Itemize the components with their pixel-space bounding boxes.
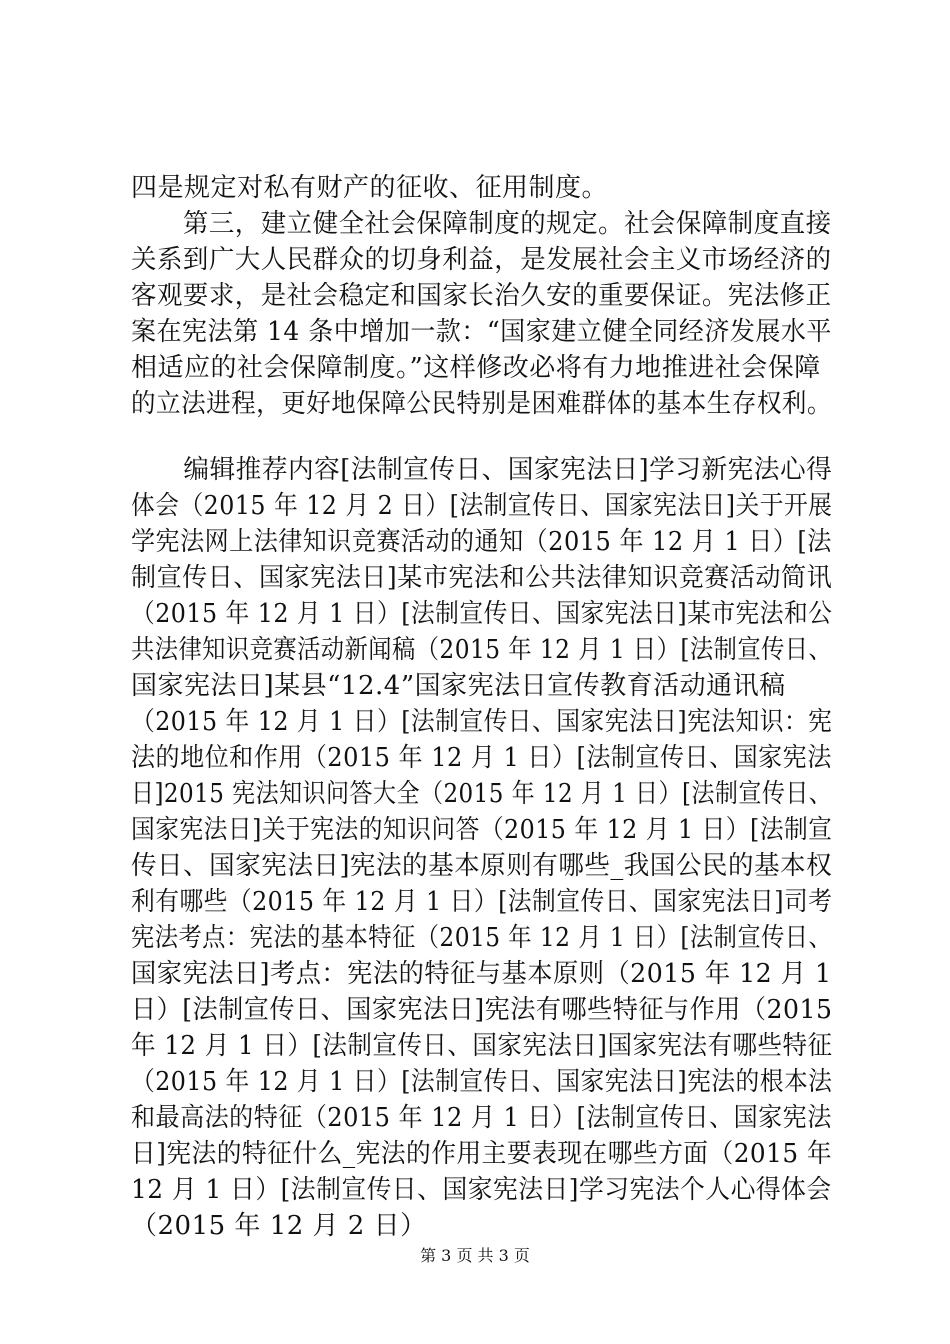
paragraph-2-line-3: 客观要求，是社会稳定和国家长治久安的重要保证。宪法修正 [131,281,832,311]
paragraph-3-line-11: 国家宪法日]关于宪法的知识问答（2015 年 12 月 1 日）[法制宣 [131,815,833,845]
paragraph-3-line-18: （2015 年 12 月 1 日）[法制宣传日、国家宪法日]宪法的根本法 [131,1067,833,1097]
paragraph-2-line-4: 案在宪法第 14 条中增加一款：“国家建立健全同经济发展水平 [131,317,832,347]
paragraph-3-line-8: （2015 年 12 月 1 日）[法制宣传日、国家宪法日]宪法知识：宪 [131,707,833,737]
paragraph-3-line-9: 法的地位和作用（2015 年 12 月 1 日）[法制宣传日、国家宪法 [131,743,832,773]
paragraph-2-line-5: 相适应的社会保障制度。”这样修改必将有力地推进社会保障 [131,353,821,383]
paragraph-3-line-4: 制宣传日、国家宪法日]某市宪法和公共法律知识竞赛活动简讯 [131,563,833,593]
paragraph-3-line-10: 日]2015 宪法知识问答大全（2015 年 12 月 1 日）[法制宣传日、 [131,779,833,809]
paragraph-3-line-15: 国家宪法日]考点：宪法的特征与基本原则（2015 年 12 月 1 [131,959,832,989]
paragraph-3-line-1: 编辑推荐内容[法制宣传日、国家宪法日]学习新宪法心得 [131,455,833,485]
paragraph-3-line-22: （2015 年 12 月 2 日） [131,1211,427,1241]
paragraph-2-line-6: 的立法进程，更好地保障公民特别是困难群体的基本生存权利。 [131,389,832,419]
paragraph-3-line-16: 日）[法制宣传日、国家宪法日]宪法有哪些特征与作用（2015 [131,995,833,1025]
page-number-footer: 第 3 页 共 3 页 [420,1246,530,1265]
paragraph-3-line-5: （2015 年 12 月 1 日）[法制宣传日、国家宪法日]某市宪法和公 [131,599,833,629]
paragraph-3-line-14: 宪法考点：宪法的基本特征（2015 年 12 月 1 日）[法制宣传日、 [131,923,833,953]
paragraph-3-line-6: 共法律知识竞赛活动新闻稿（2015 年 12 月 1 日）[法制宣传日、 [131,635,833,665]
paragraph-3-line-20: 日]宪法的特征什么_宪法的作用主要表现在哪些方面（2015 年 [131,1139,833,1169]
paragraph-3-line-19: 和最高法的特征（2015 年 12 月 1 日）[法制宣传日、国家宪法 [131,1103,832,1133]
paragraph-2-line-2: 关系到广大人民群众的切身利益，是发展社会主义市场经济的 [131,245,832,275]
paragraph-3-line-13: 利有哪些（2015 年 12 月 1 日）[法制宣传日、国家宪法日]司考 [131,887,833,917]
paragraph-3-line-7: 国家宪法日]某县“12.4”国家宪法日宣传教育活动通讯稿 [131,671,786,701]
paragraph-2-line-1: 第三，建立健全社会保障制度的规定。社会保障制度直接 [131,209,832,239]
paragraph-3-line-2: 体会（2015 年 12 月 2 日）[法制宣传日、国家宪法日]关于开展 [131,491,833,521]
paragraph-3-line-12: 传日、国家宪法日]宪法的基本原则有哪些_我国公民的基本权 [131,851,833,881]
paragraph-3-line-17: 年 12 月 1 日）[法制宣传日、国家宪法日]国家宪法有哪些特征 [131,1031,833,1061]
paragraph-1-line-1: 四是规定对私有财产的征收、征用制度。 [131,173,609,203]
paragraph-3-line-21: 12 月 1 日）[法制宣传日、国家宪法日]学习宪法个人心得体会 [131,1175,832,1205]
paragraph-3-line-3: 学宪法网上法律知识竞赛活动的通知（2015 年 12 月 1 日）[法 [131,527,832,557]
